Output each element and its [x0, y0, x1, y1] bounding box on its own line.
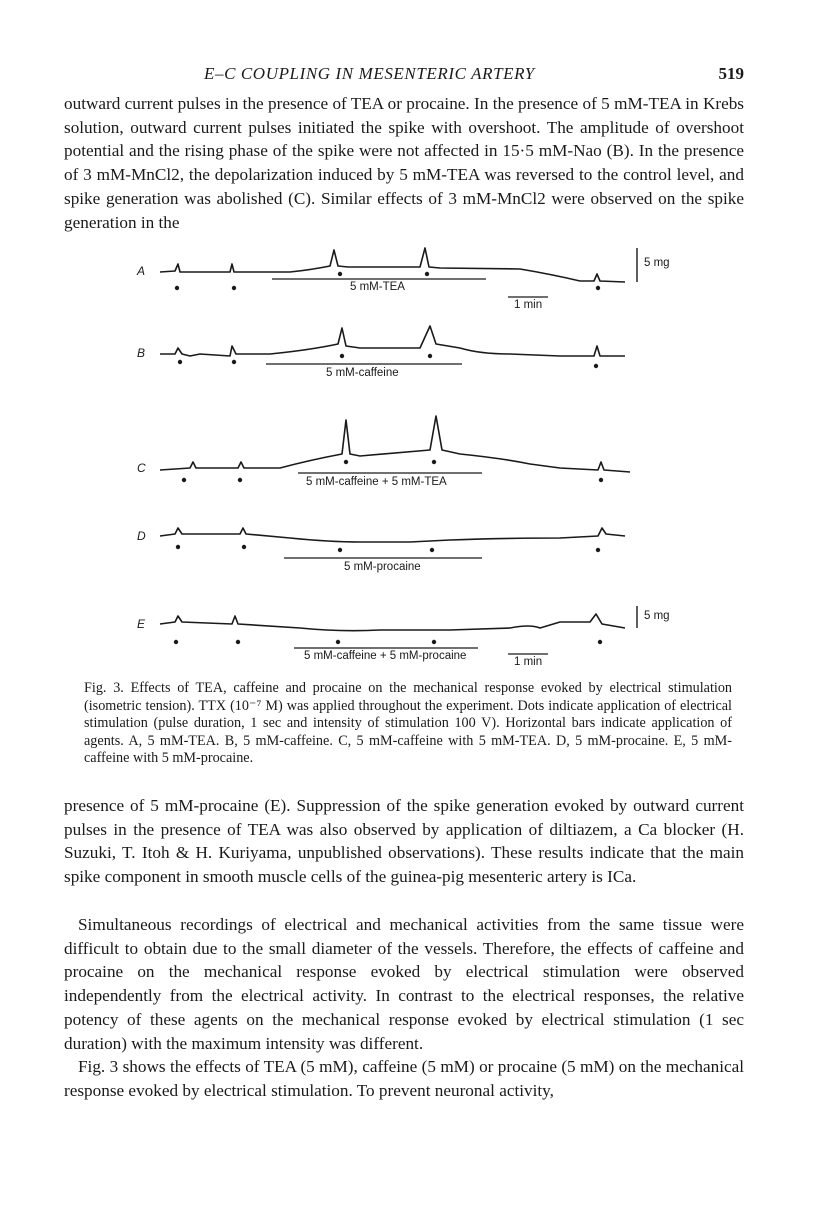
body-paragraph: Simultaneous recordings of electrical and mechanical activities from the same tissue were difficult to obtain due to the small diameter of the vessels. Therefore, the effects of caffeine and procaine on the mechanical response evoked by electrical stimulation were observed independently from the electrical activity. In contrast to the electrical responses, the relative potency of these agents on the mechanical response evoked by electrical stimulation (1 sec duration) with the maximum intensity was different. [64, 915, 744, 1053]
trace-a [160, 248, 625, 282]
figure-caption [84, 680, 732, 768]
time-scale-label-bottom: 1 min [514, 656, 543, 668]
trace-label-e: E [137, 617, 146, 631]
trace-label-d: D [137, 529, 146, 543]
trace-d [160, 528, 625, 542]
agent-bar-label-a: 5 mM-TEA [350, 281, 405, 293]
mechanical-response-traces [120, 236, 720, 676]
trace-e [160, 614, 625, 631]
body-paragraph: Fig. 3 shows the effects of TEA (5 mM), caffeine (5 mM) or procaine (5 mM) on the mechanical response evoked by electrical stimulation. To prevent neuronal activity, [64, 1057, 744, 1100]
page-number: 519 [718, 64, 744, 83]
agent-bar-label-d: 5 mM-procaine [344, 561, 421, 573]
trace-c [160, 416, 630, 472]
running-title: E–C COUPLING IN MESENTERIC ARTERY [204, 64, 535, 83]
trace-b [160, 326, 625, 356]
trace-label-c: C [137, 461, 146, 475]
body-paragraph: presence of 5 mM-procaine (E). Suppression of the spike generation evoked by outward current pulses in the presence of TEA was also observed by application of diltiazem, a Ca blocker (H. Suzuki, T. Itoh & H. Kuriyama, unpublished observations). These results indicate that the main spike component in smooth muscle cells of the guinea-pig mesenteric artery is ICa. [64, 796, 744, 887]
agent-bar-label-e: 5 mM-caffeine + 5 mM-procaine [304, 650, 467, 662]
agent-bar-label-b: 5 mM-caffeine [326, 367, 399, 379]
caption-text: Effects of TEA, caffeine and procaine on the mechanical response evoked by electrical stimulation (isometric tension). TTX (10⁻⁷ M) was applied throughout the experiment. Dots indicate application of electrical stimulation (pulse duration, 1 sec and intensity of stimulation 100 V). Horizontal bars indicate application of agents. A, 5 mM-TEA. B, 5 mM-caffeine. C, 5 mM-caffeine with 5 mM-TEA. D, 5 mM-procaine. E, 5 mM-caffeine with 5 mM-procaine. [84, 680, 733, 766]
trace-label-a: A [137, 264, 146, 278]
time-scale-label-top: 1 min [514, 299, 543, 311]
figure-3 [120, 236, 720, 676]
trace-label-b: B [137, 346, 146, 360]
running-head [64, 64, 744, 88]
force-scale-label-top: 5 mg [644, 257, 670, 269]
caption-label: Fig. 3. [84, 680, 124, 696]
force-scale-label-bottom: 5 mg [644, 610, 670, 622]
body-paragraph: outward current pulses in the presence of TEA or procaine. In the presence of 5 mM-TEA in Krebs solution, outward current pulses initiated the spike with overshoot. The amplitude of overshoot potential and the rising phase of the spike were not affected in 15·5 mM-Nao (B). In the presence of 3 mM-MnCl2, the depolarization induced by 5 mM-TEA was reversed to the control level, and spike generation was abolished (C). Similar effects of 3 mM-MnCl2 were observed on the spike generation in the [64, 94, 744, 232]
agent-bar-label-c: 5 mM-caffeine + 5 mM-TEA [306, 476, 447, 488]
